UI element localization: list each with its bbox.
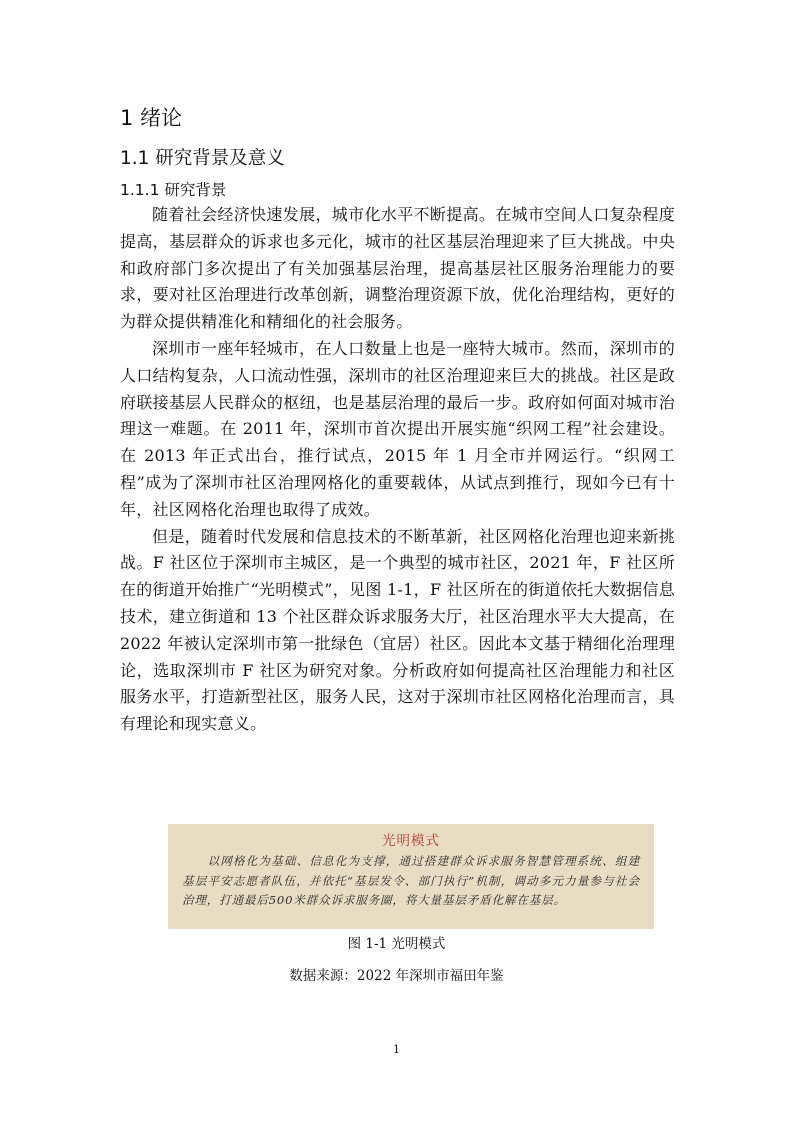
chapter-heading: 1 绪论 <box>120 106 183 130</box>
paragraph-1: 随着社会经济快速发展，城市化水平不断提高。在城市空间人口复杂程度提高，基层群众的诉求也多元化，城市的社区基层治理迎来了巨大挑战。中央和政府部门多次提出了有关加强基层治理，提高基层社区服务治理能力的要求，要对社区治理进行改革创新，调整治理资源下放，优化治理结构，更好的为群众提供精准化和精细化的社会服务。 <box>120 205 675 332</box>
subsection-heading: 1.1.1 研究背景 <box>120 181 227 199</box>
figure-image-text: 以网格化为基础、信息化为支撑，通过搭建群众诉求服务智慧管理系统、组建基层平安志愿者队伍，并依托“基层发令、部门执行”机制，调动多元力量参与社会治理，打通最后500米群众诉求服务圈，将大量基层矛盾化解在基层。 <box>182 854 640 907</box>
figure-source: 数据来源：2022 年深圳市福田年鉴 <box>289 968 504 984</box>
paragraph-3: 但是，随着时代发展和信息技术的不断革新，社区网格化治理也迎来新挑战。F 社区位于深圳市主城区，是一个典型的城市社区，2021 年，F 社区所在的街道开始推广“光明模式”，见图 1-1，F 社区所在的街道依托大数据信息技术，建立街道和 13 个社区群众诉求服务大厅，社区治理水平大大提高，在 2022 年被认定深圳市第一批绿色（宜居）社区。因此本文基于精细化治理理论，选取深圳市 F 社区为研究对象。分析政府如何提高社区治理能力和社区服务水平，打造新型社区，服务人民，这对于深圳市社区网格化治理而言，具有理论和现实意义。 <box>120 526 675 734</box>
page-number: 1 <box>393 1043 400 1056</box>
figure-image-title: 光明模式 <box>382 833 440 849</box>
figure-caption: 图 1-1 光明模式 <box>347 936 446 952</box>
paragraph-2: 深圳市一座年轻城市，在人口数量上也是一座特大城市。然而，深圳市的人口结构复杂，人口流动性强，深圳市的社区治理迎来巨大的挑战。社区是政府联接基层人民群众的枢纽，也是基层治理的最后一步。政府如何面对城市治理这一难题。在 2011 年，深圳市首次提出开展实施“织网工程”社会建设。在 2013 年正式出台，推行试点，2015 年 1 月全市并网运行。“织网工程”成为了深圳市社区治理网格化的重要载体，从试点到推行，现如今已有十年，社区网格化治理也取得了成效。 <box>120 338 675 519</box>
section-heading: 1.1 研究背景及意义 <box>120 148 285 169</box>
figure-image-guangming-model <box>168 824 654 929</box>
body-text <box>120 202 675 738</box>
